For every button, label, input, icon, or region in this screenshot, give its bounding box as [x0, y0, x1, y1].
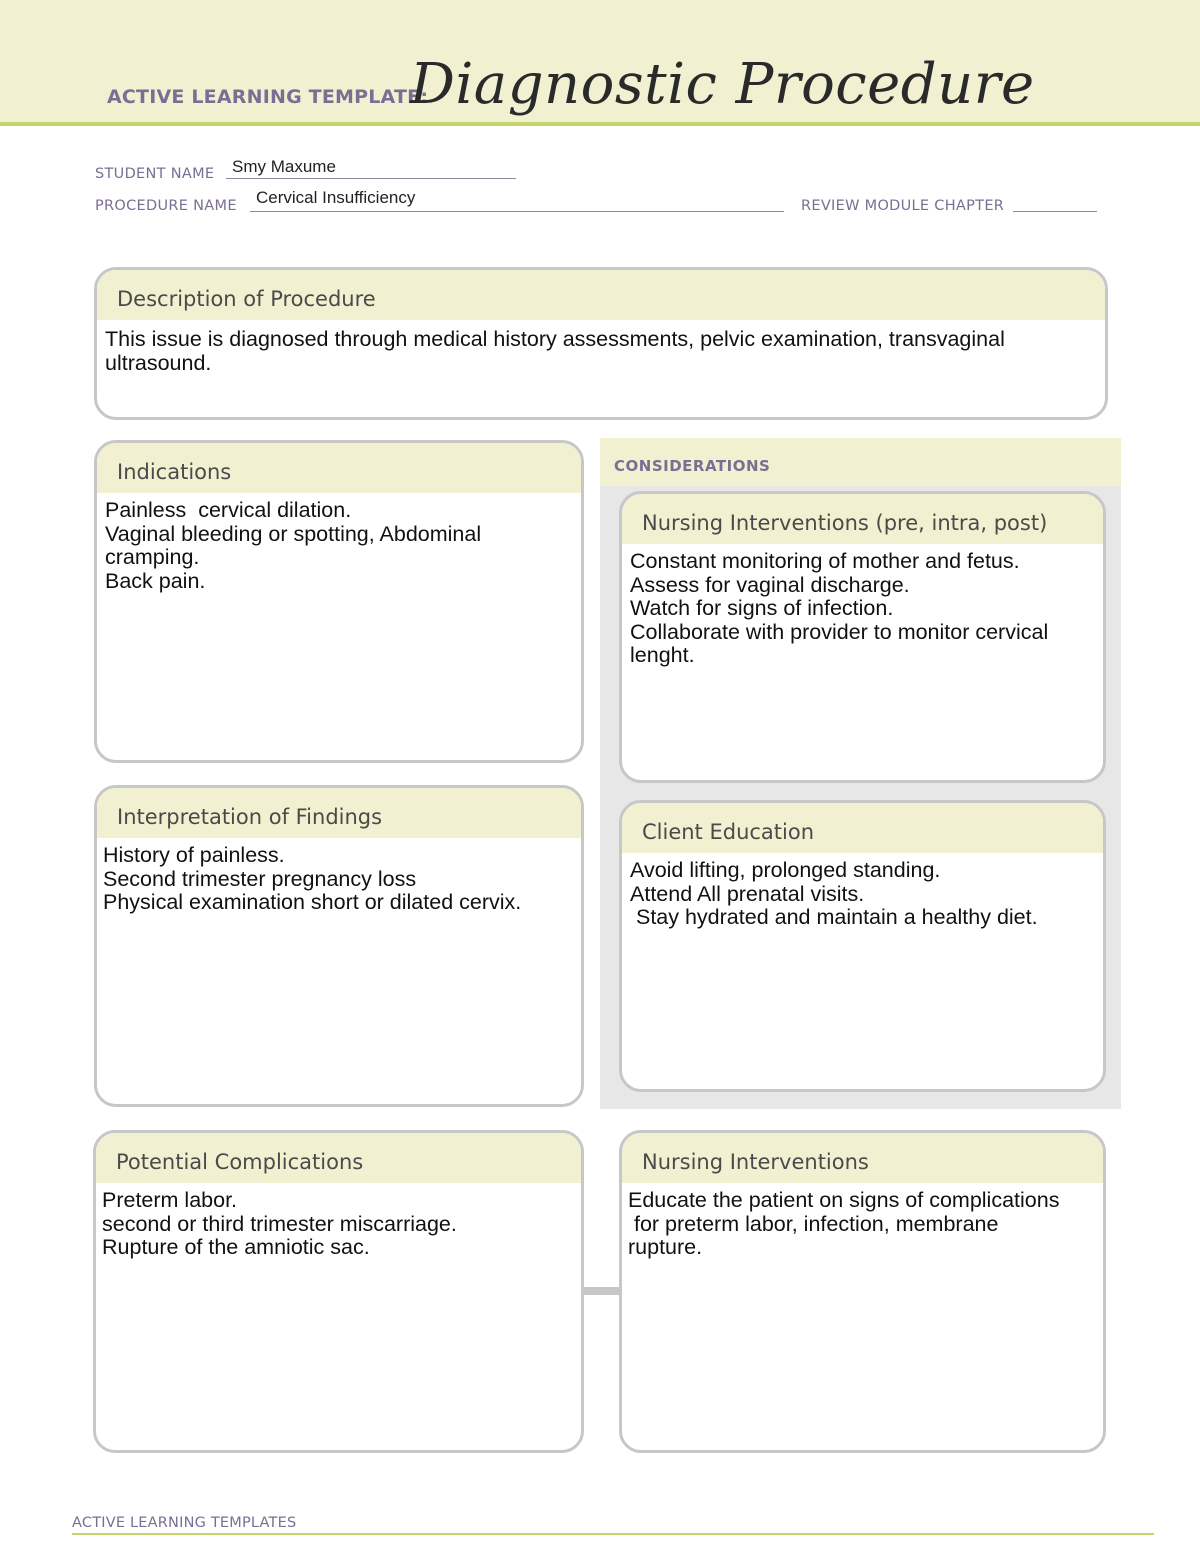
nursing-interventions-pip-title: Nursing Interventions (pre, intra, post): [622, 494, 1103, 544]
client-education-text[interactable]: Avoid lifting, prolonged standing. Attend All prenatal visits. Stay hydrated and maintain a healthy diet.: [630, 858, 1038, 929]
description-box: [94, 267, 1108, 420]
header-divider: [0, 122, 1200, 126]
client-education-title: Client Education: [622, 803, 1103, 853]
nursing-interventions-pip-box: [619, 491, 1106, 783]
description-text[interactable]: This issue is diagnosed through medical history assessments, pelvic examination, transvaginal ultrasound.: [105, 327, 1005, 375]
review-module-field[interactable]: [1013, 211, 1097, 212]
client-education-box: [619, 800, 1106, 1092]
box-connector: [583, 1287, 621, 1295]
nursing-interventions-pip-text[interactable]: Constant monitoring of mother and fetus. Assess for vaginal discharge. Watch for signs of infection. Collaborate with provider to monitor cervical lenght.: [630, 549, 1049, 667]
indications-text[interactable]: Painless cervical dilation. Vaginal bleeding or spotting, Abdominal cramping. Back pain.: [105, 498, 482, 593]
nursing-interventions-text[interactable]: Educate the patient on signs of complications for preterm labor, infection, membrane rupture.: [628, 1188, 1060, 1259]
indications-box: [94, 440, 584, 763]
student-name-label: STUDENT NAME: [95, 166, 215, 182]
page-title: Diagnostic Procedure: [410, 52, 1035, 117]
interpretation-title: Interpretation of Findings: [97, 788, 581, 838]
nursing-interventions-title: Nursing Interventions: [622, 1133, 1103, 1183]
procedure-name-field[interactable]: Cervical Insufficiency: [256, 188, 416, 207]
procedure-name-label: PROCEDURE NAME: [95, 198, 237, 214]
review-module-label: REVIEW MODULE CHAPTER: [801, 198, 1005, 214]
footer-divider: [72, 1533, 1154, 1535]
footer-label: ACTIVE LEARNING TEMPLATES: [72, 1515, 297, 1531]
student-name-line: [226, 178, 516, 179]
template-label: ACTIVE LEARNING TEMPLATE:: [107, 86, 429, 108]
indications-title: Indications: [97, 443, 581, 493]
nursing-interventions-box: [619, 1130, 1106, 1453]
student-name-field[interactable]: Smy Maxume: [232, 157, 336, 176]
complications-title: Potential Complications: [96, 1133, 581, 1183]
complications-text[interactable]: Preterm labor. second or third trimester miscarriage. Rupture of the amniotic sac.: [102, 1188, 457, 1259]
description-title: Description of Procedure: [97, 270, 1105, 320]
complications-box: [93, 1130, 584, 1453]
procedure-name-line: [250, 211, 784, 212]
interpretation-text[interactable]: History of painless. Second trimester pregnancy loss Physical examination short or dilated cervix.: [103, 843, 522, 914]
interpretation-box: [94, 785, 584, 1107]
considerations-label: CONSIDERATIONS: [614, 457, 771, 475]
